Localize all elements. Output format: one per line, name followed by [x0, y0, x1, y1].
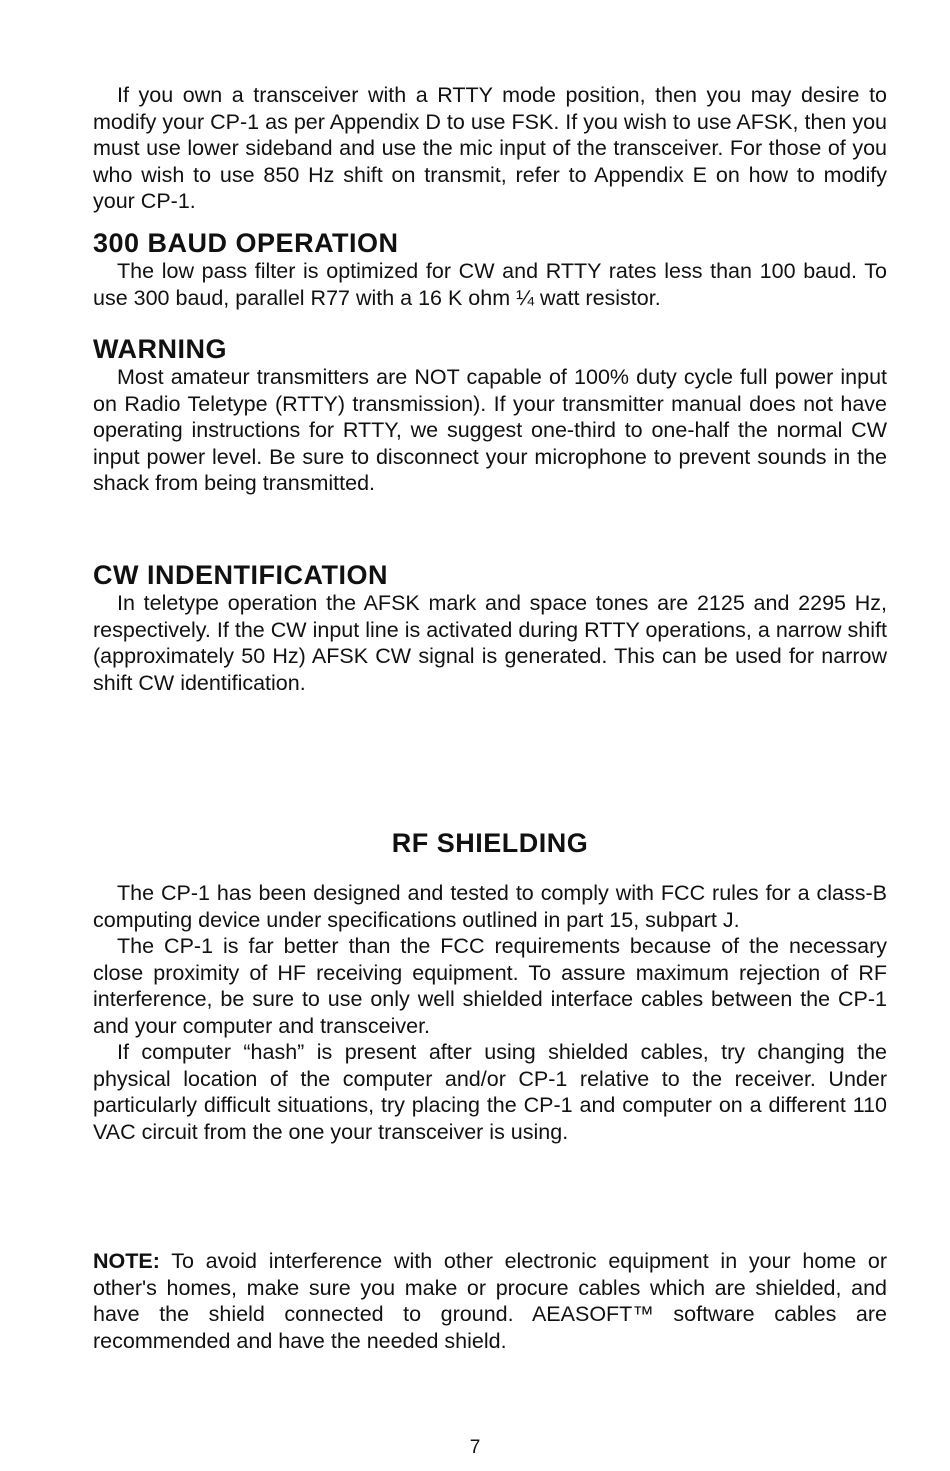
note-label: NOTE:	[93, 1249, 160, 1273]
cw-paragraph: In teletype operation the AFSK mark and space tones are 2125 and 2295 Hz, respectively. If the CW input line is activated during RTTY operations, a narrow shift (approximately 50 Hz) AFSK CW signal is generated. This can be used for narrow shift CW identification.	[93, 591, 887, 695]
baud-section	[93, 228, 887, 311]
cw-section	[93, 560, 887, 696]
rf-section	[93, 828, 887, 1145]
note-paragraph	[93, 1248, 887, 1354]
warning-paragraph: Most amateur transmitters are NOT capable of 100% duty cycle full power input on Radio Teletype (RTTY) transmission). If your transmitter manual does not have operating instructions for RTTY, we suggest one-third to one-half the normal CW input power level. Be sure to disconnect your microphone to prevent sounds in the shack from being transmitted.	[93, 365, 887, 495]
baud-paragraph: The low pass filter is optimized for CW and RTTY rates less than 100 baud. To use 300 baud, parallel R77 with a 16 K ohm ¼ watt resistor.	[93, 259, 887, 310]
rf-paragraph-1: The CP-1 has been designed and tested to comply with FCC rules for a class-B computing device under specifications outlined in part 15, subpart J.	[93, 881, 887, 932]
baud-heading: 300 BAUD OPERATION	[93, 228, 399, 258]
page-number: 7	[469, 1437, 481, 1458]
cw-heading: CW INDENTIFICATION	[93, 560, 388, 590]
rf-paragraph-3: If computer “hash” is present after using shielded cables, try changing the physical location of the computer and/or CP-1 relative to the receiver. Under particularly difficult situations, try placing the CP-1 and computer on a different 110 VAC circuit from the one your transceiver is using.	[93, 1040, 887, 1144]
intro-paragraph: If you own a transceiver with a RTTY mode position, then you may desire to modify your CP-1 as per Appendix D to use FSK. If you wish to use AFSK, then you must use lower sideband and use the mic input of the transceiver. For those of you who wish to use 850 Hz shift on transmit, refer to Appendix E on how to modify your CP-1.	[93, 83, 887, 213]
note-section	[93, 1248, 887, 1354]
rf-heading: RF SHIELDING	[391, 828, 589, 858]
rf-paragraph-2: The CP-1 is far better than the FCC requirements because of the necessary close proximity of HF receiving equipment. To assure maximum rejection of RF interference, be sure to use only well shielded interface cables between the CP-1 and your computer and transceiver.	[93, 934, 887, 1038]
intro-section	[93, 82, 887, 215]
warning-heading: WARNING	[93, 334, 227, 364]
warning-section	[93, 334, 887, 497]
note-text: To avoid interference with other electronic equipment in your home or other's homes, make sure you make or procure cables which are shielded, and have the shield connected to ground. AEASOFT™ software cables are recommended and have the needed shield.	[93, 1249, 887, 1353]
